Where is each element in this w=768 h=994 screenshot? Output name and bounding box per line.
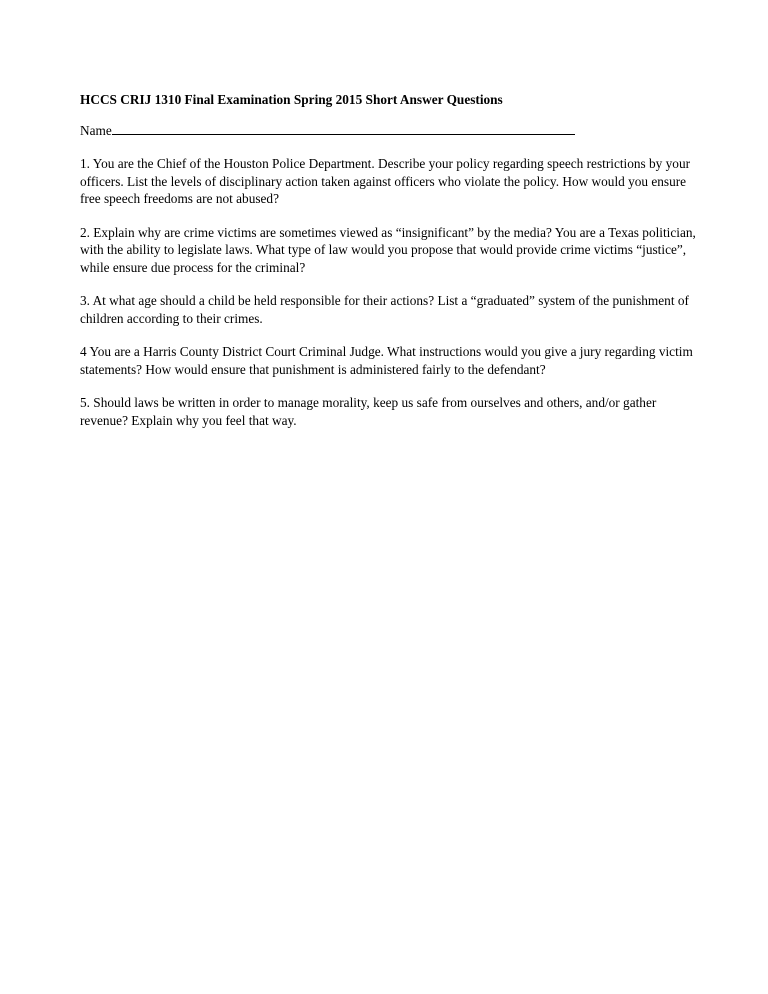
question-2: 2. Explain why are crime victims are sometimes viewed as “insignificant” by the media? You are a Texas politician, with the ability to legislate laws. What type of law would you propose that would provide crime victims “justice”, while ensure due process for the criminal? <box>80 224 696 275</box>
question-4: 4 You are a Harris County District Court Criminal Judge. What instructions would you give a jury regarding victim statements? How would ensure that punishment is administered fairly to the defendant? <box>80 344 693 377</box>
question-3: 3. At what age should a child be held responsible for their actions? List a “graduated” system of the punishment of children according to their crimes. <box>80 293 689 326</box>
question-1: 1. You are the Chief of the Houston Police Department. Describe your policy regarding speech restrictions by your officers. List the levels of disciplinary action taken against officers who violate the policy. How would you ensure free speech freedoms are not abused? <box>80 156 691 206</box>
document-title: HCCS CRIJ 1310 Final Examination Spring 2015 Short Answer Questions <box>80 92 503 107</box>
name-blank-line <box>112 121 575 135</box>
question-5: 5. Should laws be written in order to manage morality, keep us safe from ourselves and others, and/or gather revenue? Explain why you feel that way. <box>80 395 657 428</box>
name-field-row <box>80 121 700 140</box>
name-label: Name <box>80 122 112 138</box>
document-body <box>80 91 700 429</box>
